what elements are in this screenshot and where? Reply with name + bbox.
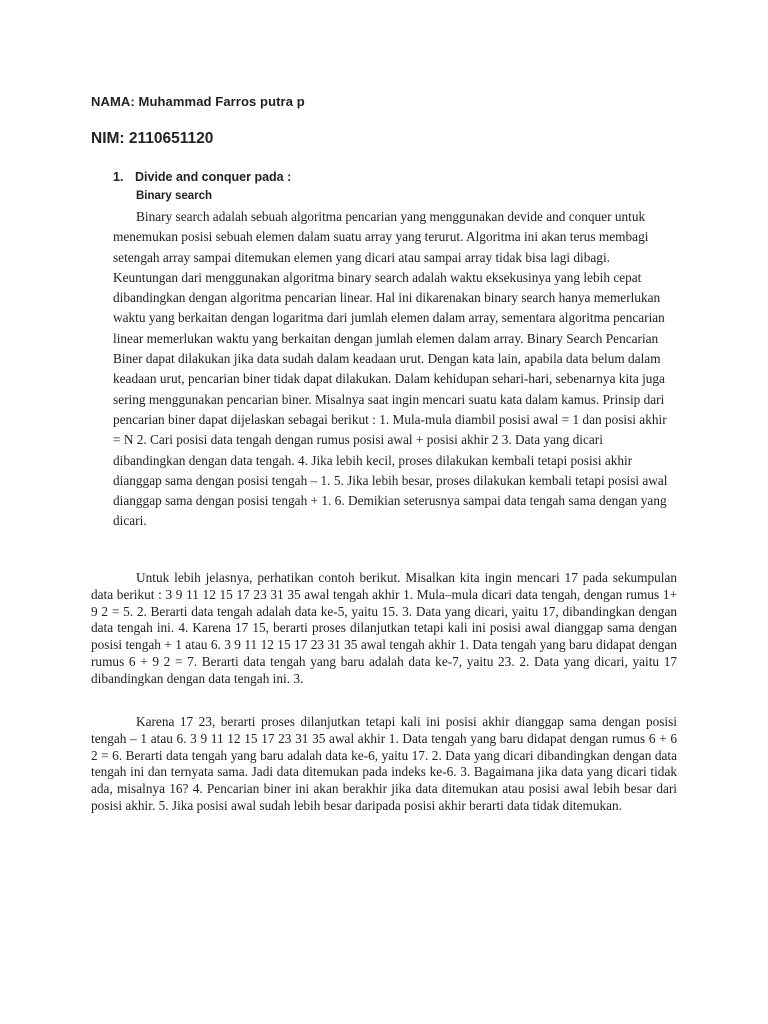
paragraph-3-text: Karena 17 23, berarti proses dilanjutkan tetapi kali ini posisi akhir dianggap sama dengan posisi tengah – 1 atau 6. 3 9 11 12 15 17 23 31 35 awal akhir 1. Data tengah yang baru didapat dengan rumus 6 + 6 2 = 6. Berarti data tengah yang baru adalah data ke-6, yaitu 17. 2. Data yang dicari dibandingkan dengan data tengah ini dan ternyata sama. Jadi data ditemukan pada indeks ke-6. 3. Bagaimana jika data yang dicari tidak ada, misalnya 16? 4. Pencarian biner ini akan berakhir jika data ditemukan atau posisi awal lebih besar dari posisi akhir. 5. Jika posisi awal sudah lebih besar daripada posisi akhir berarti data tidak ditemukan. [91,714,677,813]
student-nim: NIM: 2110651120 [91,130,214,147]
sub-heading: Binary search [136,190,213,202]
section-heading [113,170,291,184]
section-number: 1. [113,170,124,184]
paragraph-binary-search [113,207,676,532]
paragraph-continuation [91,714,677,815]
student-name: NAMA: Muhammad Farros putra p [91,94,305,109]
paragraph-1-text: Binary search adalah sebuah algoritma pencarian yang menggunakan devide and conquer untuk menemukan posisi sebuah elemen dalam suatu array yang terurut. Algoritma ini akan terus membagi setengah array sampai ditemukan elemen yang dicari atau sampai array tidak bisa lagi dibagi. Keuntungan dari menggunakan algoritma binary search adalah waktu eksekusinya yang lebih cepat dibandingkan dengan algoritma pencarian linear. Hal ini dikarenakan binary search hanya memerlukan waktu yang berkaitan dengan logaritma dari jumlah elemen dalam array, sementara algoritma pencarian linear memerlukan waktu yang berkaitan dengan jumlah elemen dalam array. Binary Search Pencarian Biner dapat dilakukan jika data sudah dalam keadaan urut. Dengan kata lain, apabila data belum dalam keadaan urut, pencarian biner tidak dapat dilakukan. Dalam kehidupan sehari-hari, sebenarnya kita juga sering menggunakan pencarian biner. Misalnya saat ingin mencari suatu kata dalam kamus. Prinsip dari pencarian biner dapat dijelaskan sebagai berikut : 1. Mula-mula diambil posisi awal = 1 dan posisi akhir = N 2. Cari posisi data tengah dengan rumus posisi awal + posisi akhir 2 3. Data yang dicari dibandingkan dengan data tengah. 4. Jika lebih kecil, proses dilakukan kembali tetapi posisi akhir dianggap sama dengan posisi tengah – 1. 5. Jika lebih besar, proses dilakukan kembali tetapi posisi awal dianggap sama dengan posisi tengah + 1. 6. Demikian seterusnya sampai data tengah sama dengan yang dicari. [113,209,668,529]
paragraph-2-text: Untuk lebih jelasnya, perhatikan contoh berikut. Misalkan kita ingin mencari 17 pada sekumpulan data berikut : 3 9 11 12 15 17 23 31 35 awal tengah akhir 1. Mula–mula dicari data tengah, dengan rumus 1+ 9 2 = 5. 2. Berarti data tengah adalah data ke-5, yaitu 15. 3. Data yang dicari, yaitu 17, dibandingkan dengan data tengah ini. 4. Karena 17 15, berarti proses dilanjutkan tetapi kali ini posisi awal dianggap sama dengan posisi tengah + 1 atau 6. 3 9 11 12 15 17 23 31 35 awal tengah akhir 1. Data tengah yang baru didapat dengan rumus 6 + 9 2 = 7. Berarti data tengah yang baru adalah data ke-7, yaitu 23. 2. Data yang dicari, yaitu 17 dibandingkan dengan data tengah ini. 3. [91,570,677,686]
paragraph-example [91,570,677,688]
section-title: Divide and conquer pada : [135,170,292,184]
